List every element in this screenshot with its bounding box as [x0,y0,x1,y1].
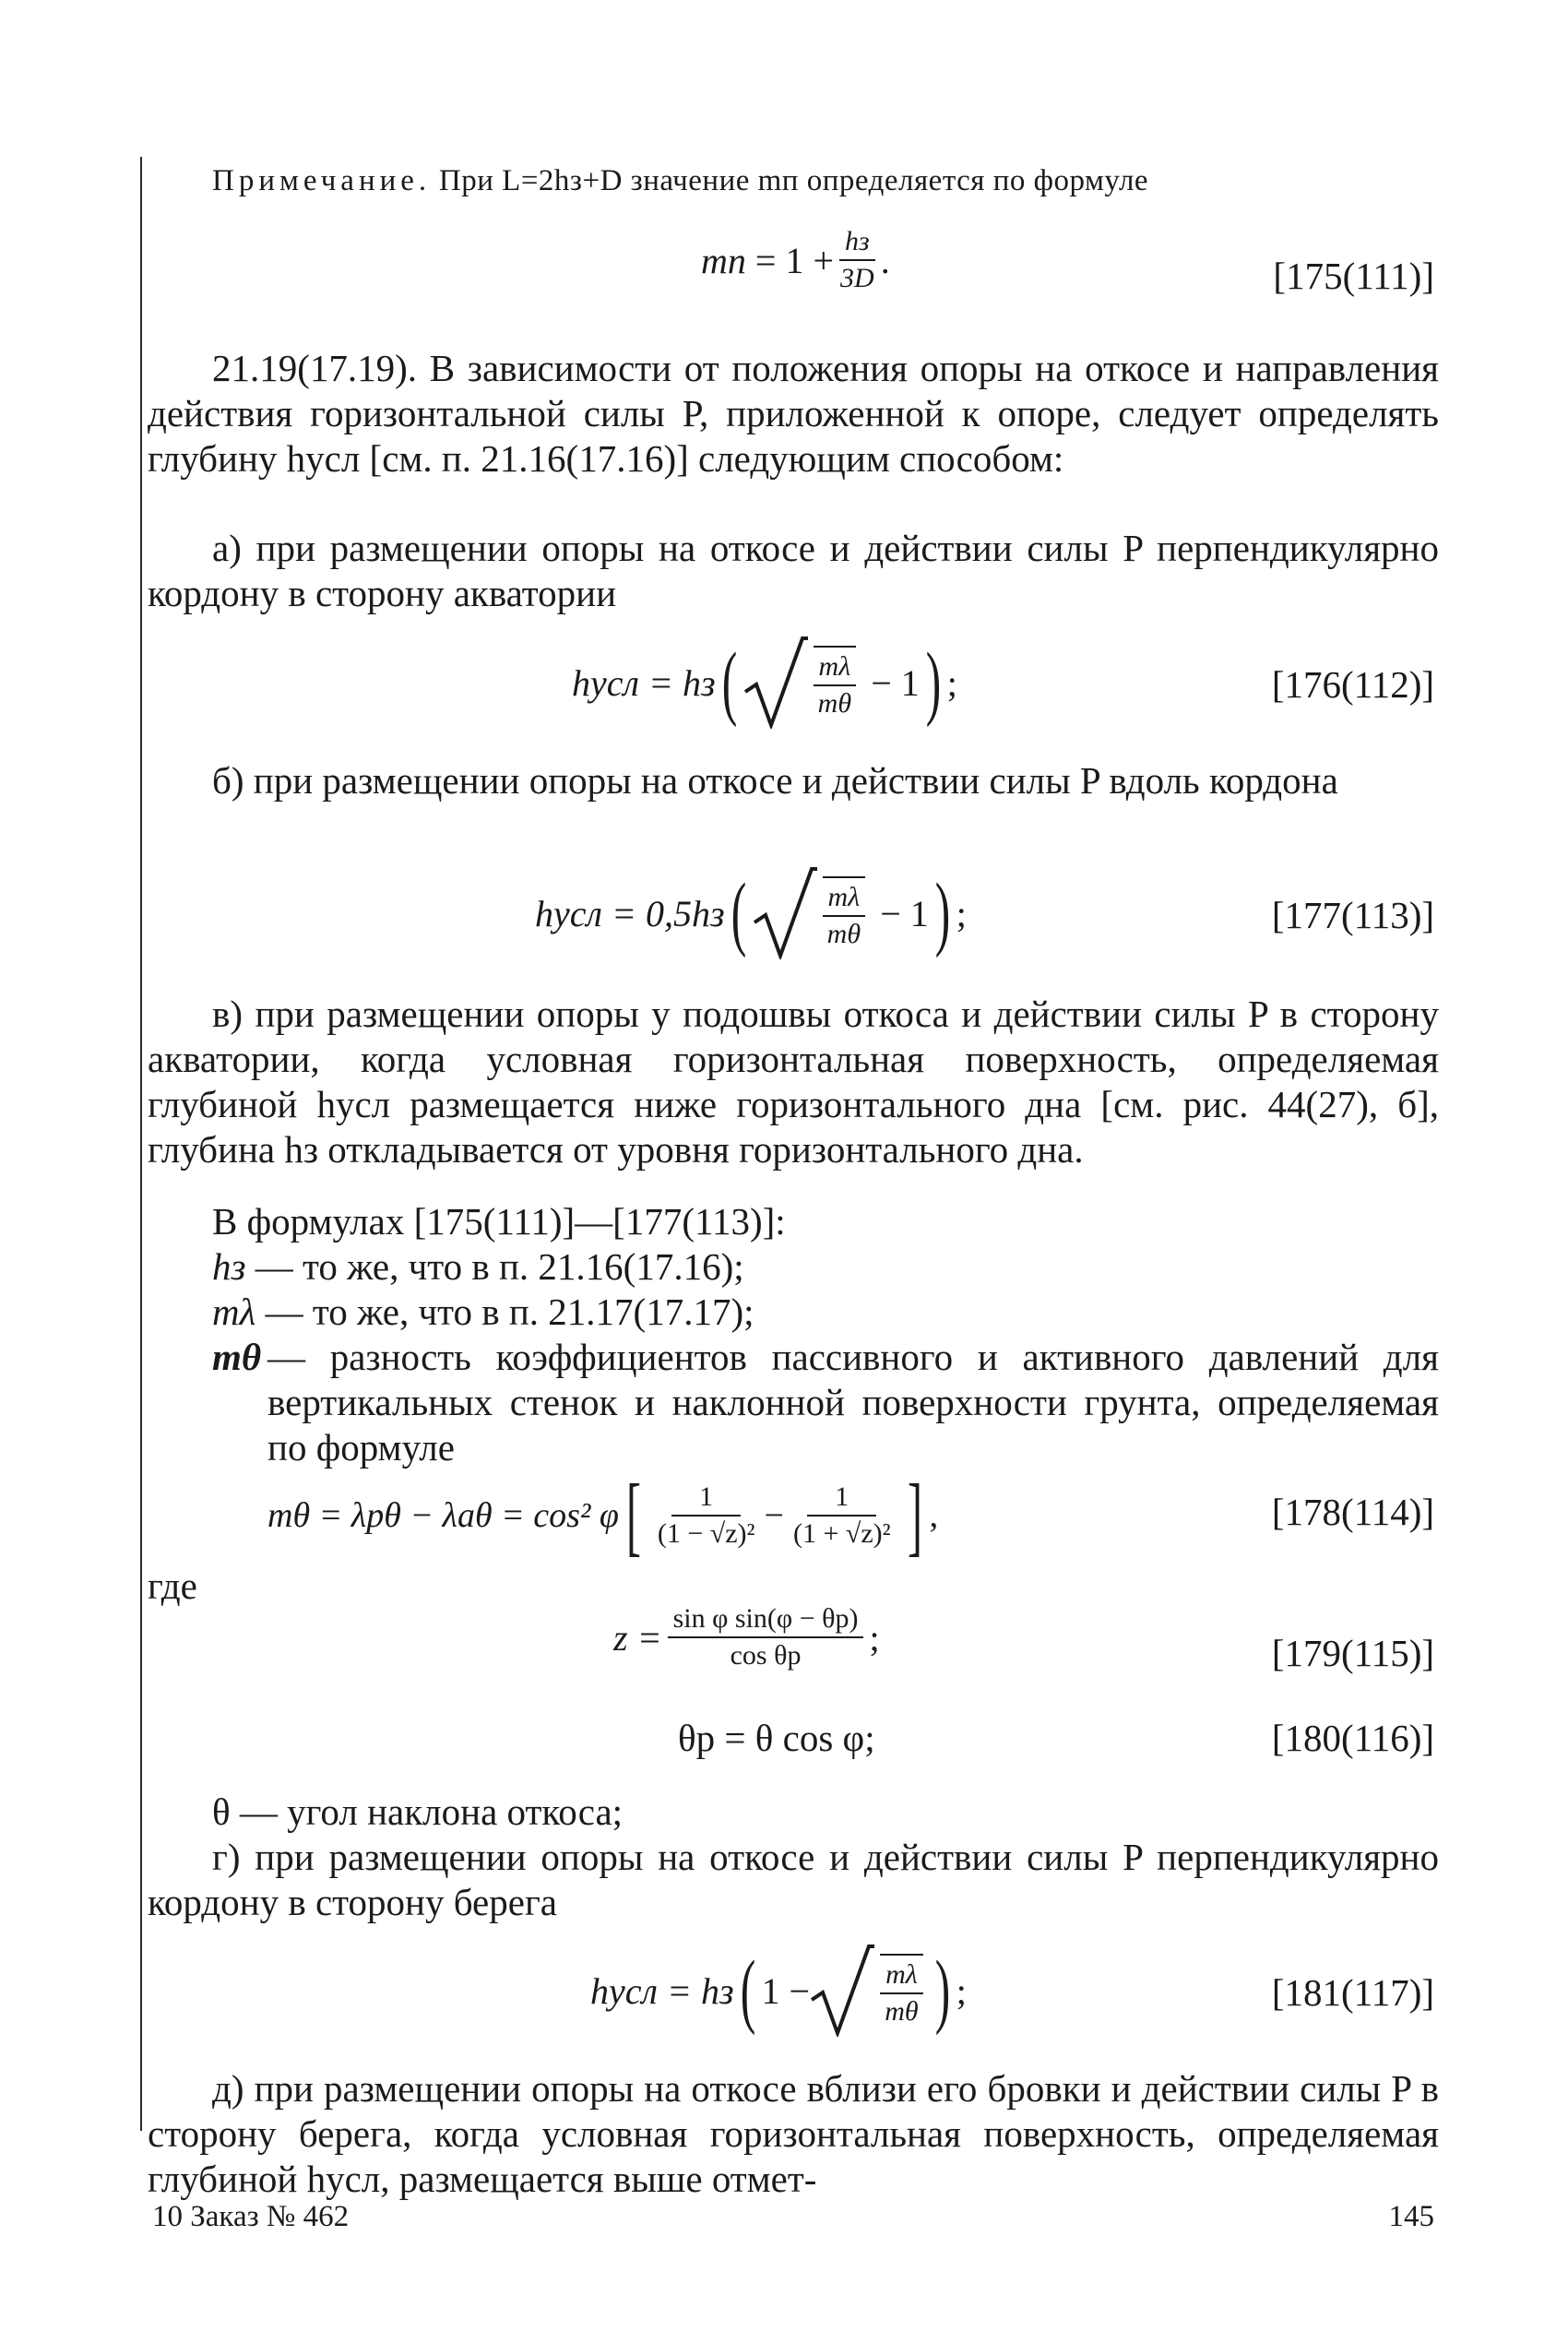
formula-176-sqrt [743,636,862,729]
definition-ml-symbol: mλ [212,1290,256,1333]
paragraph-a: а) при размещении опоры на откосе и действии силы P перпендикулярно кордону в сторону акватории [148,527,1439,614]
paragraph-d: д) при размещении опоры на откосе вблизи его бровки и действии силы P в сторону берега, когда условная горизонтальная поверхность, определяемая глубиной hусл, размещается выше отмет- [148,2067,1439,2200]
formula-181-numerator: mλ [880,1959,923,1994]
formula-176-fraction [814,646,857,720]
definition-theta: θ — угол наклона откоса; [212,1790,624,1833]
formula-175-tail: . [880,239,890,281]
formula-178-number: [178(114)] [1271,1491,1434,1533]
formula-179-number: [179(115)] [1271,1632,1434,1674]
note-label: Примечание. [212,164,432,197]
formula-176: hусл = hз ( $\frac{m\lambda}{m\theta}$ − 1 ) ; [572,636,957,728]
formula-178-numerator-2: 1 [807,1481,876,1516]
paragraph-v: в) при размещении опоры у подошвы откоса и действии силы P в сторону акватории, когда условная горизонтальная поверхность, определяемая глубиной hусл размещается ниже горизонтального дна [см. рис. 44(27), б], глубина hз откладывается от уровня горизонтального дна. [148,993,1439,1171]
formula-177-fraction [823,876,866,950]
formula-177-tail: − 1 [880,892,929,934]
formula-181-lhs: hусл = hз [590,1969,734,2012]
formula-181-head: 1 − [761,1969,811,2012]
sqrt-sign-icon [743,636,808,729]
definition-mt-text: — разность коэффициентов пассивного и активного давлений для вертикальных стенок и наклонной поверхности грунта, определяемая по формуле [267,1336,1439,1469]
formula-179 [613,1603,880,1671]
formula-179-numerator: sin φ sin(φ − θp) [668,1603,864,1638]
formula-175-fraction [839,226,875,294]
formula-176-number: [176(112)] [1271,663,1434,706]
paragraph-b: б) при размещении опоры на откосе и действии силы P вдоль кордона [212,759,1338,802]
definition-ml-text: — то же, что в п. 21.17(17.17); [265,1290,754,1333]
formula-178-end: , [929,1496,939,1535]
formula-177: hусл = 0,5hз ( $\frac{m\lambda}{m\theta}$ − 1 ) ; [535,867,967,958]
formula-181-fraction [880,1954,923,2028]
definition-h3 [212,1244,744,1289]
formula-181-number: [181(117)] [1271,1971,1434,2014]
formula-179-fraction [668,1603,864,1671]
formula-178-minus: − [764,1496,784,1535]
formula-181: hусл = hз ( 1 − $\frac{m\lambda}{m\theta}$ ) ; [590,1945,967,2036]
formulas-intro: В формулах [175(111)]—[177(113)]: [212,1200,786,1243]
margin-rule [140,157,142,2131]
formula-177-number: [177(113)] [1271,894,1434,936]
formula-175-number: [175(111)] [1273,255,1434,297]
formula-175-lhs: mп [701,239,746,281]
formula-178-numerator-1: 1 [671,1481,741,1516]
where-label: где [148,1564,197,1607]
footer-order: 10 Заказ № 462 [152,2200,350,2233]
formula-177-lhs: hусл = 0,5hз [535,892,725,934]
formula-178-fraction-1 [658,1481,755,1550]
formula-181-sqrt [810,1945,929,2037]
formula-178-denominator-1: (1 − √z)² [657,1518,755,1549]
formula-179-end: ; [869,1616,880,1659]
formula-175-numerator: hз [839,226,875,261]
formula-176-denominator: mθ [817,688,852,719]
formula-179-denominator: cos θp [730,1640,802,1671]
formula-181-end: ; [956,1969,967,2012]
formula-175-denominator: 3D [840,263,874,293]
formula-177-numerator: mλ [823,882,866,917]
definition-h3-text: — то же, что в п. 21.16(17.16); [255,1245,744,1288]
formula-176-end: ; [946,661,957,704]
formula-177-sqrt [753,867,872,959]
definition-ml [212,1290,754,1334]
formula-176-tail: − 1 [871,661,920,704]
definition-h3-symbol: hз [212,1245,246,1288]
page-number: 145 [1388,2200,1434,2233]
formula-175-rhs-head: = 1 + [754,239,835,281]
formula-178: mθ = λpθ − λaθ = cos² φ [ $\frac{1}{\text{(1 − √z)²}}$ − $\frac{1}{\text{(1 + √z)²}}$ ] , [267,1466,939,1564]
definition-mt-symbol: mθ [212,1336,262,1378]
formula-178-lhs: mθ = λpθ − λaθ = cos² φ [267,1496,619,1535]
formula-180: θp = θ cos φ; [678,1717,875,1759]
formula-178-fraction-2 [793,1481,891,1550]
formula-181-denominator: mθ [885,1996,919,2027]
formula-175 [701,226,890,294]
sqrt-sign-icon [753,867,817,959]
sqrt-sign-icon [810,1945,874,2037]
formula-180-number: [180(116)] [1271,1717,1434,1759]
note-line [212,164,1430,198]
formula-177-denominator: mθ [826,919,861,949]
formula-177-end: ; [956,892,967,934]
formula-176-numerator: mλ [814,651,857,686]
paragraph-g: г) при размещении опоры на откосе и действии силы P перпендикулярно кордону в сторону берега [148,1836,1439,1923]
note-text: При L=2hз+D значение mп определяется по формуле [438,164,1149,197]
paragraph-21-19: 21.19(17.19). В зависимости от положения опоры на откосе и направления действия горизонтальной силы P, приложенной к опоре, следует определять глубину hусл [см. п. 21.16(17.16)] следующим способом: [148,347,1439,480]
formula-179-lhs: z = [613,1616,662,1659]
formula-176-lhs: hусл = hз [572,661,716,704]
formula-178-denominator-2: (1 + √z)² [792,1518,891,1549]
